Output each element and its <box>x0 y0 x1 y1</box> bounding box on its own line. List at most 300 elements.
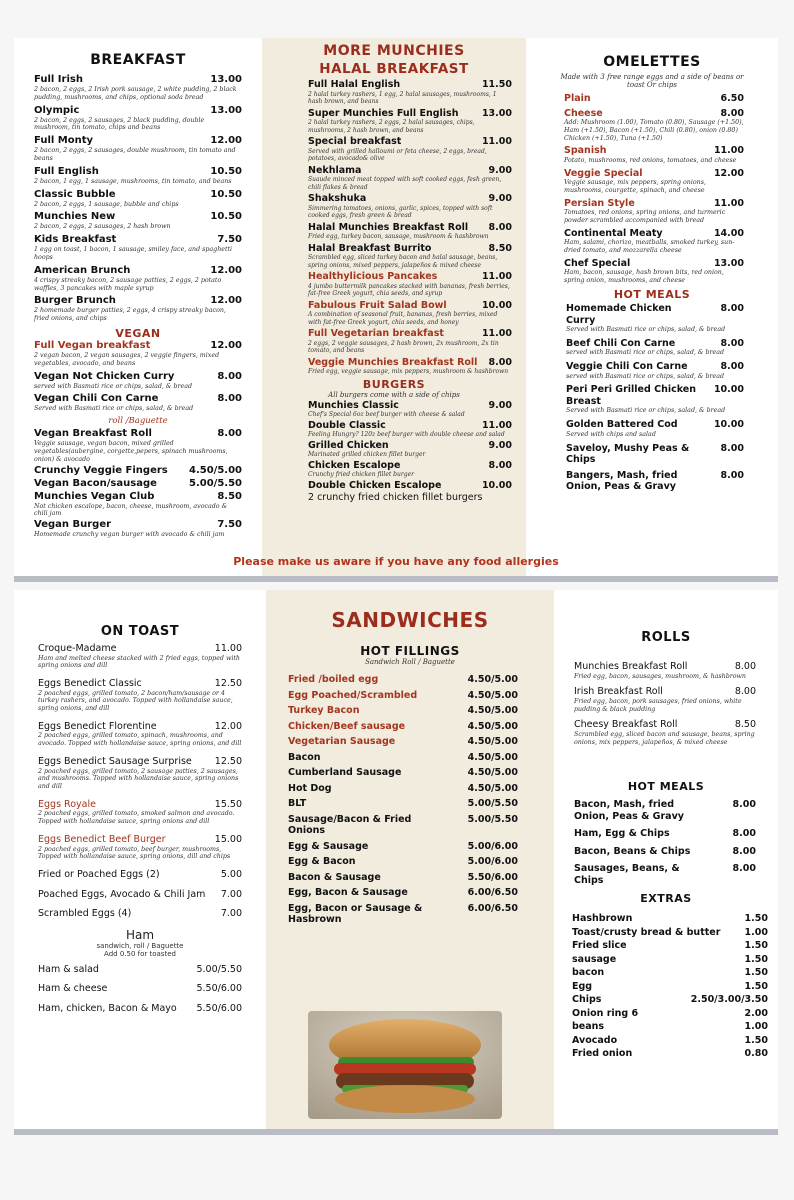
menu-item-name: Peri Peri Grilled Chicken Breast <box>566 384 697 407</box>
menu-item-description: served with Basmati rice or chips, salad, & bread <box>566 372 725 380</box>
menu-item <box>308 480 512 492</box>
menu-item <box>34 211 242 231</box>
menu-item-description: Fried egg, bacon, sausages, mushroom, & hashbrown <box>574 672 746 680</box>
menu-item-description: 4 jumbo buttermilk pancakes stacked with bananas, fresh berries, fat-free Greek yogurt, chia seeds, and syrup <box>308 282 510 297</box>
menu-item-price: 13.00 <box>713 257 744 269</box>
menu-item <box>34 74 242 102</box>
menu-item-name: Homemade Chicken Curry <box>566 303 672 326</box>
menu-item-description: Potato, mushrooms, red onions, tomatoes, and cheese <box>564 156 737 164</box>
menu-item-name: Bacon <box>288 751 321 763</box>
menu-item-price: 4.50/5.00 <box>467 674 518 685</box>
omelettes-title: OMELETTES <box>603 54 701 70</box>
menu-item <box>572 913 768 925</box>
menu-item <box>288 903 518 926</box>
menu-item-name: Eggs Benedict Sausage Surprise <box>38 756 192 768</box>
menu-item <box>34 340 242 368</box>
menu-item-name: Golden Battered Cod <box>566 419 678 431</box>
hot-meals-top-list <box>526 301 778 492</box>
menu-item <box>34 491 242 519</box>
menu-item-price: 4.50/5.00 <box>467 767 518 778</box>
menu-item-description: served with Basmati rice or chips, salad, & bread <box>34 382 193 390</box>
menu-item-description: Crunchy fried chicken fillet burger <box>308 471 415 478</box>
menu-item-price: 8.00 <box>720 442 744 454</box>
halal-breakfast-list <box>262 77 526 376</box>
menu-item-price: 8.00 <box>217 428 242 440</box>
menu-item-price: 10.00 <box>481 479 512 491</box>
menu-item <box>288 872 518 884</box>
menu-item-price: 4.50/5.00 <box>189 464 242 476</box>
menu-item-name: Scrambled Eggs (4) <box>38 908 132 920</box>
menu-item-name: Fried onion <box>572 1048 633 1060</box>
menu-page-bottom <box>14 590 778 1135</box>
menu-item-price: 11.00 <box>481 136 512 147</box>
menu-item-name: beans <box>572 1021 605 1033</box>
menu-item-description: 2 halal turkey rashers, 2 eggs, 2 halal sausages, chips, mushrooms, 2 hash brown, and beans <box>308 119 475 134</box>
menu-item <box>288 674 518 686</box>
sandwich-list <box>266 666 554 926</box>
menu-item-description: A combination of seasonal fruit, bananas, fresh berries, mixed with fat-free Greek yogurt, chia seeds, and honey <box>308 311 498 326</box>
burgers-note: All burgers come with a side of chips <box>328 390 460 399</box>
menu-item-name: Bacon, Mash, fried Onion, Peas & Gravy <box>574 799 684 822</box>
menu-item-price: 8.00 <box>217 370 242 382</box>
menu-item-description: Scrambled egg, sliced turkey bacon and halal sausage, beans, spring onions, mixed peppers, jalapeños & mixed cheese <box>308 254 498 269</box>
menu-item <box>38 756 242 791</box>
menu-item-name: Grilled Chicken <box>308 439 389 451</box>
menu-item-price: 10.50 <box>210 211 242 223</box>
menu-item-description: 2 poached eggs, grilled tomato, beef burger, mushrooms, Topped with hollandaise sauce, spring onions, dill and chips <box>38 845 231 861</box>
menu-item-name: Toast/crusty bread & butter <box>572 926 721 938</box>
menu-item-name: Munchies Vegan Club <box>34 490 155 502</box>
menu-item-price: 8.00 <box>734 661 756 672</box>
menu-item-price: 13.00 <box>210 104 242 116</box>
menu-item <box>574 863 756 886</box>
menu-item-name: Egg Poached/Scrambled <box>288 689 418 701</box>
menu-item-price: 8.00 <box>732 799 756 811</box>
menu-item-price: 4.50/5.00 <box>467 736 518 747</box>
menu-item-name: Ham, chicken, Bacon & Mayo <box>38 1002 177 1014</box>
menu-item-price: 6.00/6.50 <box>467 902 518 914</box>
menu-item-price: 5.50/6.00 <box>196 1002 242 1014</box>
menu-item <box>38 678 242 713</box>
menu-item-price: 10.00 <box>481 299 512 311</box>
menu-item-name: Vegan Not Chicken Curry <box>34 370 175 382</box>
menu-item <box>564 145 744 164</box>
menu-item <box>308 271 512 298</box>
menu-item-price: 8.00 <box>720 337 744 349</box>
menu-item-name: Egg, Bacon or Sausage & Hasbrown <box>288 902 423 925</box>
column-omelettes <box>526 38 778 576</box>
burger-image <box>308 1011 502 1119</box>
menu-item-description: 1 egg on toast, 1 bacon, 1 sausage, smiley face, and spaghetti hoops <box>34 246 233 261</box>
menu-item <box>308 460 512 479</box>
menu-item-description: Served with grilled halloumi or feta cheese, 2 eggs, bread, potatoes, avocado& olive <box>308 147 487 162</box>
menu-item-description: 2 bacon, 2 eggs, 2 Irish pork sausage, 2 white pudding, 2 black pudding, mushrooms, and chips, optional soda bread <box>34 86 237 101</box>
menu-item <box>288 856 518 868</box>
menu-item-name: Healthylicious Pancakes <box>308 271 438 282</box>
menu-item-description: Served with Basmati rice or chips, salad, & bread <box>566 326 726 334</box>
column-sandwiches <box>266 590 554 1129</box>
menu-item-price: 11.00 <box>481 271 512 282</box>
menu-item-name: Vegan Bacon/sausage <box>34 477 157 489</box>
menu-item-price: 1.00 <box>744 1021 768 1033</box>
menu-item <box>34 166 242 186</box>
menu-item <box>308 300 512 327</box>
menu-item-price: 5.00 <box>220 869 242 881</box>
menu-item <box>288 798 518 810</box>
menu-item-name: Chicken Escalope <box>308 459 401 471</box>
menu-item-price: 1.50 <box>744 953 768 965</box>
hot-meals-bottom-title: HOT MEALS <box>627 780 705 794</box>
menu-item-name: Veggie Chili Con Carne <box>566 361 688 373</box>
menu-item-price: 11.00 <box>214 643 242 654</box>
menu-item <box>308 79 512 106</box>
extras-list <box>554 905 778 1060</box>
menu-item-price: 11.00 <box>481 419 512 431</box>
menu-item-name: Eggs Benedict Florentine <box>38 720 157 732</box>
menu-item-price: 5.00/5.50 <box>467 798 518 809</box>
menu-item-description: Served with Basmati rice or chips, salad, & bread <box>34 405 194 413</box>
menu-item-description: 2 bacon, 2 eggs, 2 sausages, double mushroom, tin tomato and beans <box>34 147 236 162</box>
menu-item-price: 1.50 <box>744 940 768 952</box>
menu-item-price: 7.50 <box>217 234 242 246</box>
menu-item <box>572 954 768 966</box>
on-toast-list <box>14 639 266 920</box>
burgers-title: BURGERS <box>362 377 426 391</box>
extras-title: EXTRAS <box>640 892 692 906</box>
menu-item <box>566 470 744 493</box>
menu-item <box>34 519 242 539</box>
menu-item <box>572 1008 768 1020</box>
menu-item-price: 11.00 <box>713 145 744 157</box>
menu-item-description: Tomatoes, red onions, spring onions, and turmeric powder scrambled accompanied with bread <box>564 209 726 225</box>
menu-item <box>574 719 756 746</box>
menu-item <box>34 428 242 463</box>
menu-item-price: 5.00/5.50 <box>189 477 242 489</box>
column-breakfast <box>14 38 262 576</box>
sandwiches-title: SANDWICHES <box>331 608 489 632</box>
menu-item-description: Veggie sausage, mix peppers, spring onions, mushrooms, courgette, spinach, and cheese <box>564 179 706 194</box>
hot-meals-top-title: HOT MEALS <box>613 288 691 302</box>
menu-item-price: 4.50/5.00 <box>467 782 518 794</box>
menu-item <box>34 105 242 133</box>
menu-item-price: 2.50/3.00/3.50 <box>690 994 768 1006</box>
menu-item-description: 2 bacon, 2 eggs, 2 sausages, 2 hash brown <box>34 223 171 231</box>
menu-item-name: Shakshuka <box>308 193 367 204</box>
menu-item-price: 13.00 <box>481 107 512 119</box>
menu-item-price: 12.00 <box>210 339 242 351</box>
menu-item-name: Vegan Burger <box>34 519 112 531</box>
menu-item-name: Irish Breakfast Roll <box>574 686 663 698</box>
menu-item-name: Spanish <box>564 145 607 157</box>
menu-item <box>288 752 518 764</box>
menu-item-price: 2.00 <box>744 1007 768 1019</box>
menu-item-name: Full Vegetarian breakfast <box>308 328 444 339</box>
menu-item-name: BLT <box>288 798 307 809</box>
menu-item-description: Fried egg, veggie sausage, mix peppers, mushroom & hashbrown <box>308 368 509 375</box>
menu-item <box>308 357 512 376</box>
menu-item-description: Chef's Special 6oz beef burger with cheese & salad <box>308 411 465 418</box>
menu-item-price: 1.50 <box>744 980 768 992</box>
menu-item <box>564 258 744 285</box>
menu-item-description: Add: Mushroom (1.00), Tomato (0.80), Sausage (+1.50), Ham (+1.50), Bacon (+1.50), Chili (0.80), onion (0.80) Chicken (+1.50), Tuna (+1.50) <box>564 119 744 142</box>
menu-item-description: 2 homemade burger patties, 2 eggs, 4 crispy streaky bacon, fried onions, and chips <box>34 307 226 323</box>
menu-item-name: Turkey Bacon <box>288 705 360 716</box>
menu-item-price: 12.00 <box>210 135 242 147</box>
menu-item <box>288 887 518 899</box>
menu-item-name: Bangers, Mash, fried Onion, Peas & Gravy <box>566 469 678 493</box>
menu-item-name: Cheesy Breakfast Roll <box>574 719 678 731</box>
menu-item-name: Onion ring 6 <box>572 1007 639 1019</box>
menu-item-name: Full Monty <box>34 135 94 147</box>
menu-item <box>34 234 242 262</box>
menu-item-price: 5.00/6.00 <box>467 840 518 852</box>
menu-item-price: 8.50 <box>734 719 756 731</box>
menu-item-description: 2 halal turkey rashers, 1 egg, 2 halal sausages, mushrooms, 1 hash brown, and beans <box>308 90 497 105</box>
menu-item-name: Hot Dog <box>288 782 332 794</box>
menu-item-price: 10.50 <box>210 188 242 200</box>
menu-item <box>308 420 512 439</box>
menu-item <box>566 338 744 357</box>
roll-baguette-label: roll /Baguette <box>108 416 168 427</box>
menu-item-name: Vegetarian Sausage <box>288 736 396 747</box>
menu-item-price: 8.00 <box>732 863 756 875</box>
menu-item-name: Vegan Breakfast Roll <box>34 428 152 440</box>
menu-item-price: 9.00 <box>488 164 512 176</box>
menu-item <box>38 983 242 995</box>
menu-item-name: Double Classic <box>308 419 386 431</box>
menu-item-price: 4.50/5.00 <box>467 720 518 732</box>
menu-item-name: Full Vegan breakfast <box>34 339 151 351</box>
menu-item-name: Fried /boiled egg <box>288 674 379 685</box>
menu-item-description: 2 bacon, 2 eggs, 1 sausage, bubble and chips <box>34 200 179 208</box>
menu-item <box>566 384 744 415</box>
menu-item <box>34 265 242 293</box>
menu-item <box>34 393 242 413</box>
menu-item <box>38 908 242 920</box>
menu-item-name: Continental Meaty <box>564 227 663 239</box>
hot-fillings-title: HOT FILLINGS <box>360 644 460 658</box>
menu-item <box>288 736 518 748</box>
ham-sub1: sandwich, roll / Baguette <box>96 941 184 950</box>
menu-item <box>288 690 518 702</box>
ham-sub2: Add 0.50 for toasted <box>104 949 176 958</box>
menu-item-price: 13.00 <box>210 74 242 85</box>
menu-item-price: 11.00 <box>713 197 744 209</box>
menu-item <box>572 927 768 939</box>
menu-item <box>574 846 756 858</box>
menu-item-description: 4 crispy streaky bacon, 2 sausage patties, 2 eggs, 2 potato waffles, 3 pancakes with maple syrup <box>34 276 222 292</box>
menu-item <box>34 371 242 391</box>
menu-item <box>308 136 512 163</box>
menu-item-name: Eggs Royale <box>38 798 96 810</box>
omelettes-note: Made with 3 free range eggs and a side of beans or toast Or chips <box>560 73 744 89</box>
menu-item-name: Bacon, Beans & Chips <box>574 845 691 857</box>
menu-item-description: Feeling Hungry? 120z beef burger with double cheese and salad <box>308 431 505 438</box>
menu-item-description: 2 poached eggs, grilled tomato, smoked salmon and avocado. Topped with hollandaise sauce, spring onions and dill <box>38 810 235 826</box>
menu-item <box>574 686 756 713</box>
menu-item-description: 2 bacon, 1 egg, 1 sausage, mushrooms, tin tomato, and beans <box>34 177 232 185</box>
on-toast-title: ON TOAST <box>100 624 180 639</box>
menu-item-price: 12.00 <box>210 264 242 276</box>
menu-item-name: Persian Style <box>564 197 635 209</box>
menu-item-price: 8.00 <box>720 361 744 373</box>
menu-item-name: Munchies New <box>34 211 116 223</box>
menu-item <box>572 940 768 952</box>
menu-item-price: 1.50 <box>744 967 768 979</box>
menu-item-price: 11.00 <box>481 328 512 339</box>
menu-item-price: 10.00 <box>713 419 744 431</box>
menu-item <box>566 361 744 380</box>
menu-item-price: 10.00 <box>713 384 744 396</box>
menu-item-name: bacon <box>572 967 605 979</box>
column-on-toast <box>14 590 266 1129</box>
menu-item <box>38 799 242 826</box>
menu-item <box>288 841 518 853</box>
menu-item <box>564 108 744 143</box>
menu-item-name: Beef Chili Con Carne <box>566 337 676 349</box>
menu-item-description: Simmering tomatoes, onions, garlic, spices, topped with soft cooked eggs, fresh green & bread <box>308 204 493 219</box>
menu-item <box>38 834 242 861</box>
menu-item-price: 15.50 <box>214 798 242 810</box>
menu-item-name: Super Munchies Full English <box>308 107 459 119</box>
menu-item-name: Burger Brunch <box>34 295 116 307</box>
menu-item <box>308 440 512 459</box>
menu-item-price: 15.00 <box>214 834 242 846</box>
menu-item <box>574 661 756 680</box>
menu-item-price: 10.50 <box>210 165 242 177</box>
menu-item-price: 12.50 <box>214 678 242 690</box>
menu-item-name: Croque-Madame <box>38 643 117 654</box>
menu-item-name: Classic Bubble <box>34 188 116 200</box>
menu-item-name: Chicken/Beef sausage <box>288 720 406 732</box>
menu-item-name: Double Chicken Escalope <box>308 479 442 491</box>
menu-item-price: 8.00 <box>720 107 744 119</box>
vegan-list <box>14 340 262 413</box>
menu-item <box>288 721 518 733</box>
menu-item-name: Ham & cheese <box>38 983 108 995</box>
menu-item-price: 0.80 <box>744 1048 768 1060</box>
menu-item-description: 2 vegan bacon, 2 vegan sausages, 2 veggie fingers, mixed vegetables, avocado, and beans <box>34 351 220 367</box>
menu-item-name: Olympic <box>34 104 80 116</box>
menu-item <box>308 193 512 220</box>
menu-item <box>572 967 768 979</box>
menu-item <box>308 328 512 355</box>
vegan-title: VEGAN <box>115 326 161 340</box>
menu-item-name: Full English <box>34 165 99 177</box>
menu-item-price: 12.00 <box>214 720 242 732</box>
menu-item <box>308 400 512 419</box>
menu-item-name: Eggs Benedict Beef Burger <box>38 834 166 846</box>
menu-item-description: Served with chips and salad <box>566 430 656 438</box>
menu-item-price: 1.50 <box>744 1034 768 1046</box>
menu-item <box>572 1048 768 1060</box>
menu-item-name: Munchies Breakfast Roll <box>574 661 688 672</box>
menu-item-description: Homemade crunchy vegan burger with avocado & chili jam <box>34 531 225 539</box>
menu-item-price: 8.00 <box>732 828 756 840</box>
burgers-footer: 2 crunchy fried chicken fillet burgers <box>308 492 483 503</box>
menu-item-description: Ham, bacon, sausage, hash brown bits, red onion, spring onion, mushrooms, and cheese <box>564 269 724 285</box>
menu-item-name: Fried or Poached Eggs (2) <box>38 869 160 881</box>
menu-item-price: 8.00 <box>734 686 756 698</box>
menu-item-price: 12.50 <box>214 756 242 768</box>
hot-fillings-note: Sandwich Roll / Baguette <box>365 658 455 666</box>
menu-item <box>574 799 756 822</box>
menu-item <box>288 767 518 779</box>
menu-item-price: 8.00 <box>488 221 512 233</box>
ham-title: Ham <box>125 927 155 942</box>
menu-item-price: 8.00 <box>720 469 744 481</box>
menu-item-description: Ham, salami, chorizo, meatballs, smoked turkey, sun-dried tomato, and mozzarella cheese <box>564 239 735 255</box>
menu-item-name: Egg & Bacon <box>288 856 356 867</box>
burgers-list <box>262 399 526 492</box>
menu-item-name: Nekhlama <box>308 164 362 176</box>
menu-item-description: Veggie sausage, vegan bacon, mixed grilled vegetables(aubergine, corgette,pepers, spinach mushrooms, onion) & avocado <box>34 440 228 463</box>
menu-item-price: 5.00/6.00 <box>467 856 518 867</box>
menu-item-description: 2 poached eggs, grilled tomato, 2 sausage patties, 2 sausages, and mushrooms. Topped with hollandaise sauce, spring onions and dill <box>38 767 239 791</box>
menu-item-name: Egg & Sausage <box>288 840 369 852</box>
menu-item-price: 4.50/5.00 <box>467 705 518 716</box>
menu-item-description: Marinated grilled chicken fillet burger <box>308 451 426 458</box>
menu-item <box>564 168 744 195</box>
menu-item <box>564 93 744 105</box>
menu-item <box>566 303 744 334</box>
menu-item-price: 5.00/5.50 <box>467 813 518 825</box>
menu-item <box>38 721 242 748</box>
menu-item-price: 7.00 <box>220 888 242 900</box>
menu-item-name: sausage <box>572 953 617 965</box>
menu-item-description: 2 poached eggs, grilled tomato, 2 bacon/ham/sausage or 4 turkey rashers, and avocado. Topped with hollandaise sauce, spring onions, and dill <box>38 689 233 713</box>
menu-item <box>564 198 744 225</box>
menu-item-description: 2 poached eggs, grilled tomato, spinach, mushrooms, and avocado. Topped with hollandaise sauce, spring onions, and dill <box>38 732 242 748</box>
menu-item-price: 4.50/5.00 <box>467 751 518 763</box>
menu-item-price: 6.00/6.50 <box>467 887 518 898</box>
menu-item <box>288 705 518 717</box>
menu-item <box>34 189 242 209</box>
menu-item-name: Vegan Chili Con Carne <box>34 393 159 405</box>
menu-item-price: 1.00 <box>744 926 768 938</box>
breakfast-title: BREAKFAST <box>90 52 186 68</box>
menu-item-name: Chips <box>572 994 602 1006</box>
menu-item-name: Sausage/Bacon & Fried Onions <box>288 813 412 836</box>
menu-item-name: Fried slice <box>572 940 627 952</box>
menu-item <box>564 228 744 255</box>
menu-item-price: 8.50 <box>217 490 242 502</box>
menu-item-price: 5.50/6.00 <box>467 871 518 883</box>
menu-item <box>572 1035 768 1047</box>
menu-item-name: Full Irish <box>34 74 83 85</box>
menu-item-name: Veggie Special <box>564 167 643 179</box>
menu-item-price: 8.00 <box>732 845 756 857</box>
menu-item-price: 5.00/5.50 <box>196 963 242 975</box>
menu-item-description: Scrambled egg, sliced bacon and sausage, beans, spring onions, mix peppers, jalapeños, & mixed cheese <box>574 730 755 746</box>
menu-item <box>34 465 242 477</box>
menu-item-description: 2 eggs, 2 veggie sausages, 2 hash brown, 2x mushroom, 2x tin tomato, and beans <box>308 339 499 354</box>
menu-item-name: Cheese <box>564 107 603 119</box>
menu-item-name: Halal Breakfast Burrito <box>308 242 432 254</box>
menu-page-top <box>14 38 778 582</box>
menu-item-name: Chef Special <box>564 257 631 269</box>
vegan-roll-list <box>14 428 262 539</box>
menu-item <box>572 981 768 993</box>
menu-item-name: Eggs Benedict Classic <box>38 678 142 690</box>
menu-item <box>308 243 512 270</box>
menu-item-name: Egg <box>572 980 593 992</box>
menu-item <box>38 1003 242 1015</box>
menu-item-name: American Brunch <box>34 264 131 276</box>
menu-item <box>308 222 512 241</box>
breakfast-list <box>14 68 262 323</box>
menu-item <box>288 783 518 795</box>
